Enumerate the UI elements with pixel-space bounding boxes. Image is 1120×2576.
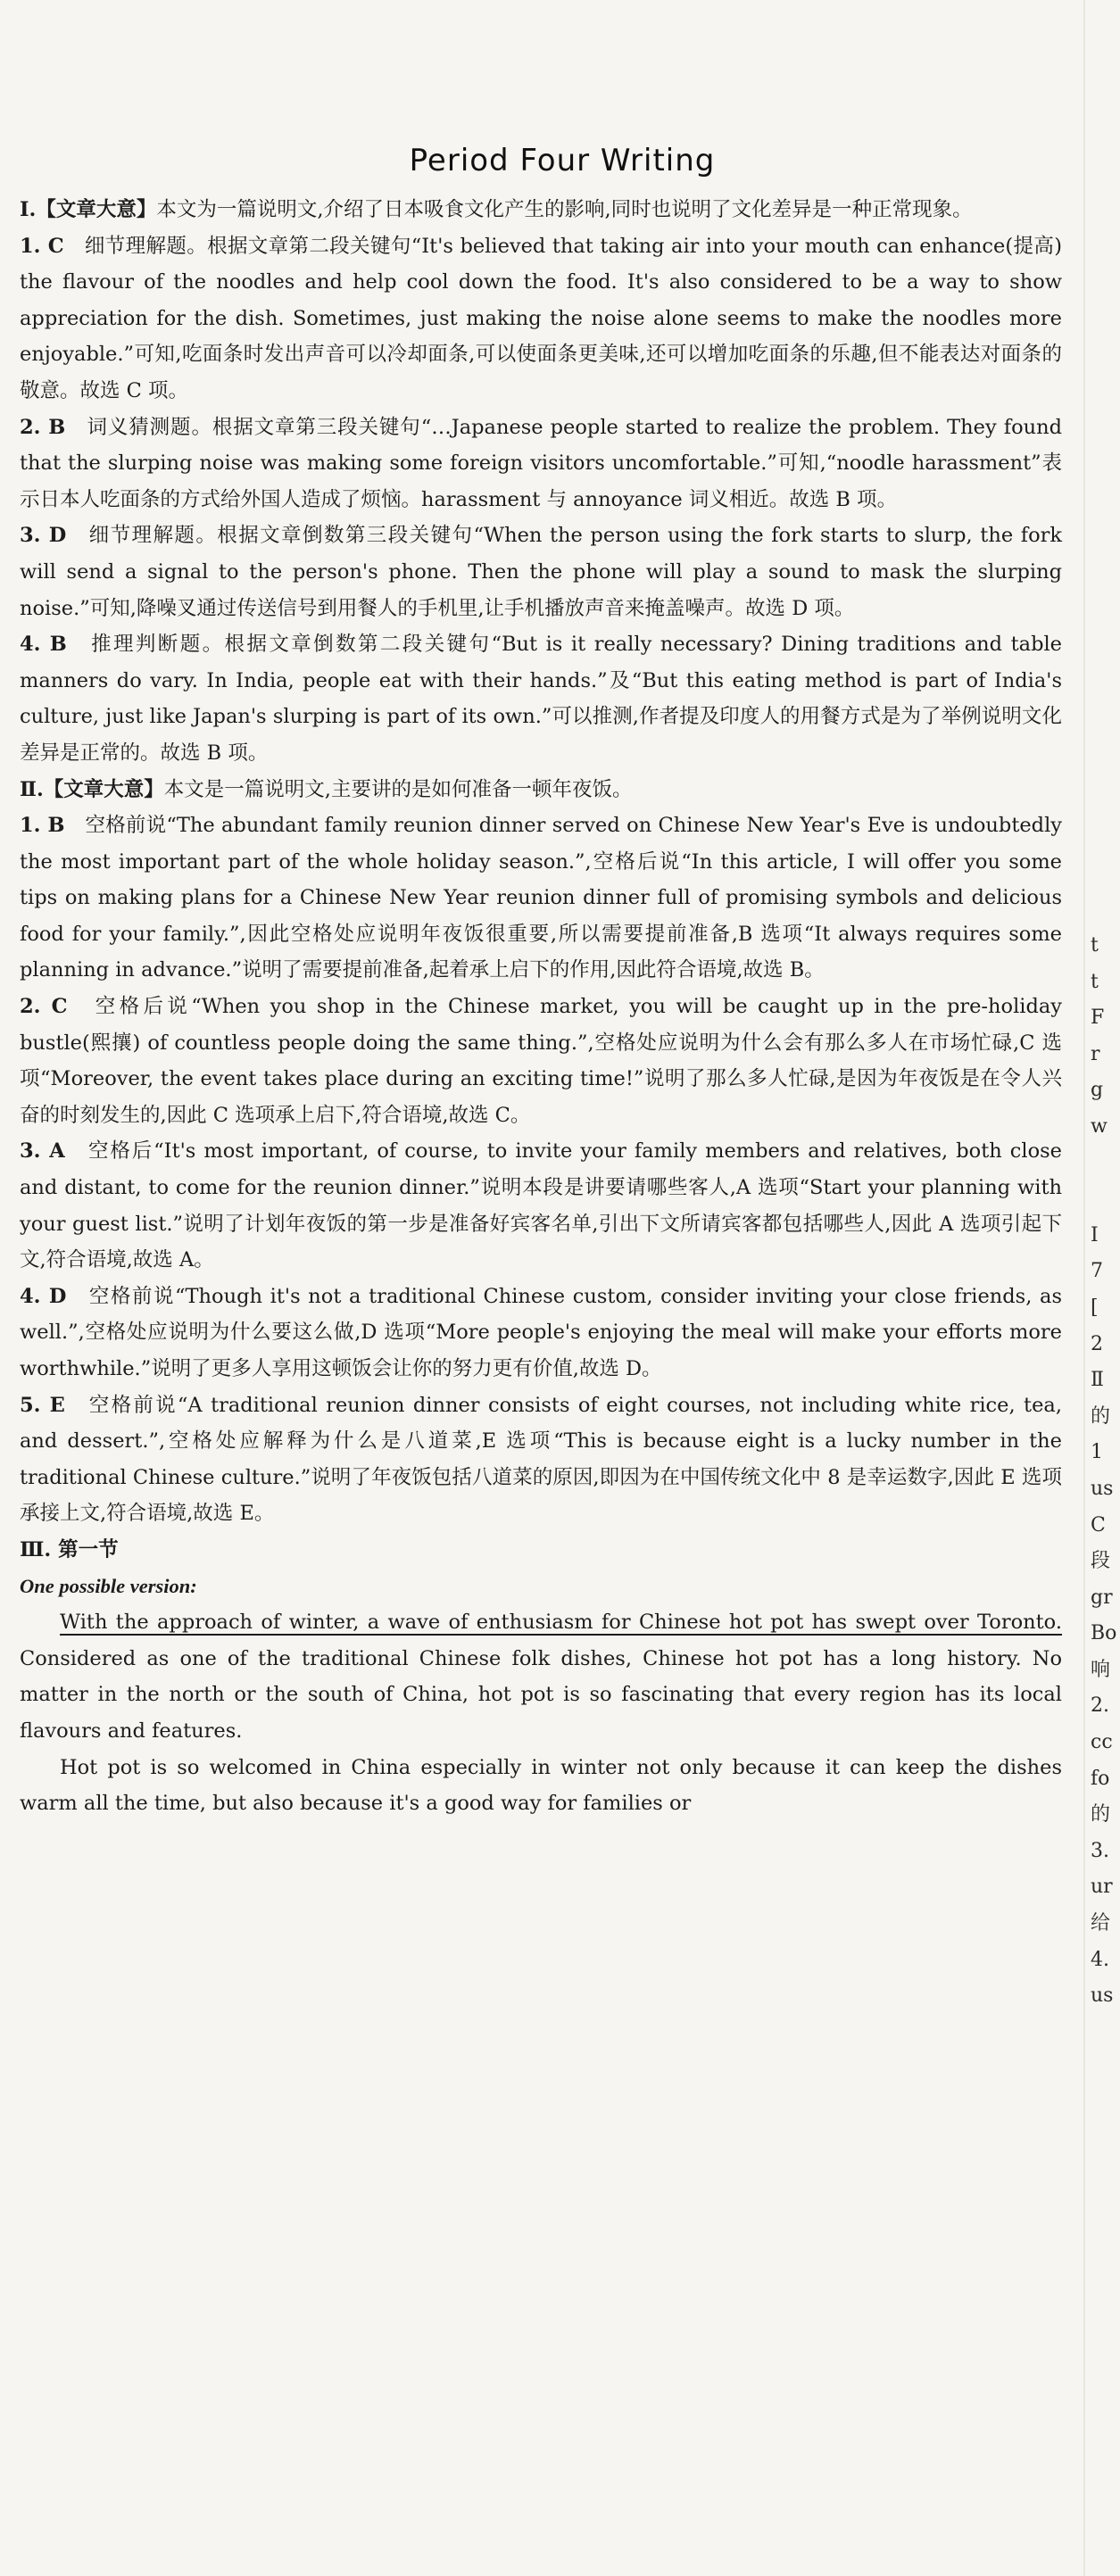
fragment: 的 [1091,1404,1111,1428]
fragment: 段 [1091,1550,1111,1573]
essay-paragraph-1-rest: Considered as one of the traditional Chinese folk dishes, Chinese hot pot has a long history. No matter in the north or the south of China, hot pot is so fascinating that every region has its local flavours and features. [20,1646,1062,1743]
answer-1-4 [20,626,1062,771]
answer-2-5 [20,1387,1062,1532]
answer-text: 细节理解题。根据文章第二段关键句“It's believed that taking air into your mouth can enhance(提高) the flavour of the noodles and help cool down the food. It's also considered to be a way to show appreciation for the dish. Sometimes, just making the noise alone seems to make the noodles more enjoyable.”可知,吃面条时发出声音可以冷却面条,可以使面条更美味,还可以增加吃面条的乐趣,但不能表达对面条的敬意。故选 C 项。 [20,234,1062,402]
answer-lead: 2. C [20,995,68,1019]
essay-topic-sentence: With the approach of winter, a wave of enthusiasm for Chinese hot pot has swept over Toronto. [60,1611,1062,1635]
version-label: One possible version: [20,1574,197,1597]
answer-lead: 2. B [20,415,66,439]
section-1-summary [20,192,1062,228]
fragment: 响 [1091,1658,1111,1681]
section-text: 本文为一篇说明文,介绍了日本吸食文化产生的影响,同时也说明了文化差异是一种正常现象。 [156,198,973,221]
answer-2-4 [20,1279,1062,1387]
answer-text: 空格后“It's most important, of course, to invite your family members and relatives, both close and distant, to come for the reunion dinner.”说明本段是讲要请哪些客人,A 选项“Start your planning with your guest list.”说明了计划年夜饭的第一步是准备好宾客名单,引出下文所请宾客都包括哪些人,因此 A 选项引起下文,符合语境,故选 A。 [20,1139,1062,1272]
fragment: t [1091,970,1099,993]
section-text: 本文是一篇说明文,主要讲的是如何准备一顿年夜饭。 [163,777,633,801]
answer-lead: 3. A [20,1139,65,1164]
answer-1-1 [20,228,1062,410]
answer-1-3 [20,518,1062,626]
answer-lead: 5. E [20,1393,65,1417]
answer-lead: 1. C [20,234,64,258]
answer-2-2 [20,989,1062,1133]
fragment: cc [1091,1731,1113,1754]
fragment: Bo [1091,1622,1117,1645]
essay-paragraph-1 [20,1604,1062,1749]
fragment [1091,1146,1120,1182]
essay-paragraph-2: Hot pot is so welcomed in China especially in winter not only because it can keep the dishes warm all the time, but also because it's a good way for families or [20,1755,1062,1816]
fragment: gr [1091,1586,1113,1609]
answer-2-1 [20,808,1062,989]
section-2-summary [20,772,1062,808]
fragment: us [1091,1984,1114,2008]
fragment: [ [1091,1296,1099,1319]
fragment: 3. [1091,1839,1109,1862]
section-lead: Ⅱ.【文章大意】 [20,777,164,801]
fragment: 给 [1091,1912,1111,1935]
section-lead: Ⅰ.【文章大意】 [20,198,157,221]
answer-text: 空格前说“Though it's not a traditional Chinese custom, consider inviting your close friends, as well.”,空格处应说明为什么要这么做,D 选项“More people's enjoying the meal will make your efforts more worthwhile.”说明了更多人享用这顿饭会让你的努力更有价值,故选 D。 [20,1284,1062,1380]
fragment: 2 [1091,1332,1103,1355]
fragment: r [1091,1042,1100,1065]
answer-lead: 3. D [20,524,67,548]
answer-lead: 1. B [20,814,65,838]
answer-text: 细节理解题。根据文章倒数第三段关键句“When the person using the fork starts to slurp, the fork will send a signal to the person's phone. Then the phone will play a sound to mask the slurping noise.”可知,降噪叉通过传送信号到用餐人的手机里,让手机播放声音来掩盖噪声。故选 D 项。 [20,524,1062,620]
answer-lead: 4. D [20,1284,67,1308]
fragment [1091,1181,1120,1218]
fragment: ur [1091,1876,1113,1899]
answer-lead: 4. B [20,633,67,657]
adjacent-page-fragments [1091,928,1120,2472]
fragment: t [1091,934,1099,957]
fragment: Ⅱ [1091,1369,1104,1392]
fragment: F [1091,1006,1105,1030]
fragment: w [1091,1114,1108,1138]
fragment: I [1091,1223,1099,1247]
fragment: 的 [1091,1803,1111,1826]
fragment: fo [1091,1767,1110,1790]
answer-1-2 [20,410,1062,518]
fragment: 7 [1091,1260,1103,1283]
fragment: g [1091,1079,1104,1102]
answer-text: 空格前说“A traditional reunion dinner consists of eight courses, not including white rice, tea, and dessert.”,空格处应解释为什么是八道菜,E 选项“This is because eight is a lucky number in the traditional Chinese culture.”说明了年夜饭包括八道菜的原因,即因为在中国传统文化中 8 是幸运数字,因此 E 选项承接上文,符合语境,故选 E。 [20,1393,1062,1526]
answer-text: 推理判断题。根据文章倒数第二段关键句“But is it really necessary? Dining traditions and table manners do vary. In India, people eat with their hands.”及“But this eating method is part of India's culture, just like Japan's slurping is part of its own.”可以推测,作者提及印度人的用餐方式是为了举例说明文化差异是正常的。故选 B 项。 [20,633,1062,765]
answer-text: 空格后说“When you shop in the Chinese market, you will be caught up in the pre-holiday bustle(熙攘) of countless people doing the same thing.”,空格处应说明为什么会有那么多人在市场忙碌,C 选项“Moreover, the event takes place during an exciting time!”说明了那么多人忙碌,是因为年夜饭是在令人兴奋的时刻发生的,因此 C 选项承上启下,符合语境,故选 C。 [20,995,1062,1127]
section-3-heading [20,1532,1062,1569]
fragment: 2. [1091,1694,1109,1718]
fragment: 1 [1091,1441,1103,1464]
fragment: C [1091,1513,1106,1536]
answer-text: 空格前说“The abundant family reunion dinner served on Chinese New Year's Eve is undoubtedly the most important part of the whole holiday season.”,空格后说“In this article, I will offer you some tips on making plans for a Chinese New Year reunion dinner full of promising symbols and delicious food for your family.”,因此空格处应说明年夜饭很重要,所以需要提前准备,B 选项“It always requires some planning in advance.”说明了需要提前准备,起着承上启下的作用,因此符合语境,故选 B。 [20,814,1062,982]
answer-text: 词义猜测题。根据文章第三段关键句“…Japanese people started to realize the problem. They found that the slurping noise was making some foreign visitors uncomfortable.”可知,“noodle harassment”表示日本人吃面条的方式给外国人造成了烦恼。harassment 与 annoyance 词义相近。故选 B 项。 [20,415,1062,511]
fragment: 4. [1091,1948,1109,1971]
answer-2-3 [20,1133,1062,1278]
answer-content [20,192,1062,1822]
page-title: Period Four Writing [409,143,716,178]
page-edge [1083,0,1085,2576]
fragment: us [1091,1477,1114,1500]
section-lead: Ⅲ. 第一节 [20,1537,119,1561]
